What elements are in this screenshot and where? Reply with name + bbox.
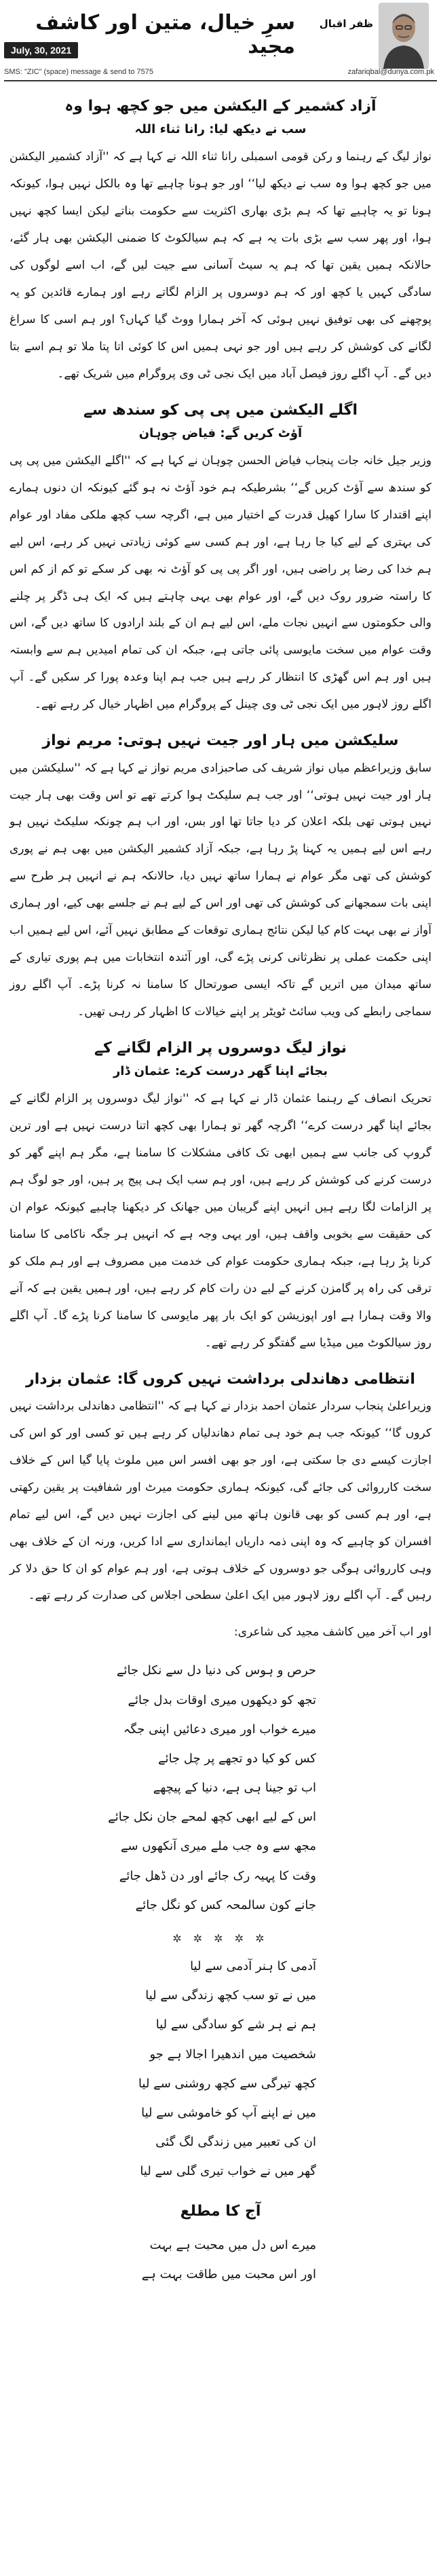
author-email[interactable]: zafariqbal@dunya.com.pk [347,68,434,76]
verse-line: شخصیت میں اندھیرا اجالا ہے جو [149,2047,316,2062]
verse-line: کچھ تیرگی سے کچھ روشنی سے لیا [138,2076,316,2091]
section-5 [9,1367,432,1610]
section-subheading: بجائے اپنا گھر درست کرے: عثمان ڈار [113,1064,328,1079]
sms-line: SMS: "ZIC" (space) message & send to 7575 [4,68,153,76]
verse-line: میں نے تو سب کچھ زندگی سے لیا [145,1988,316,2003]
verse-line: وقت کا پہیہ رک جائے اور دن ڈھل جائے [119,1868,316,1883]
section-heading: اگلے الیکشن میں پی پی کو سندھ سے [83,401,358,419]
poetry-section [9,1619,432,2289]
verse-line: اس کے لیے ابھی کچھ لمحے جان نکل جائے [108,1810,316,1825]
section-paragraph: نواز لیگ کے رہنما و رکن قومی اسمبلی رانا ثناء اللہ نے کہا ہے کہ ''آزاد کشمیر الیکشن میں جو کچھ ہوا وہ سب نے دیکھ لیا‘‘ اور جو ہونا چاہیے تھا وہ بالکل نہیں ہوا، کیونکہ ہونا تو یہ چاہیے تھا کہ ہم بڑی بھاری اکثریت سے حکومت بناتے لیکن ایسا کچھ نہیں ہوا، اور پھر سب سے بڑی بات یہ ہے کہ ہم سیالکوٹ کا ضمنی الیکشن بھی ہار گئے، حالانکہ ہمیں یقین تھا کہ ہم یہ سیٹ آسانی سے جیت لیں گے، اب اسے لوگوں کی سادگی کہیں یا کچھ اور کہ ہم دوسروں پر الزام لگاتے رہے اور ہمارے قائدین کو یہ پوچھنے کی بھی توفیق نہیں ہوئی کہ آخر ہمارا ووٹ گیا کہاں؟ اور ہم اسی کا سراغ لگانے کی کوشش کر رہے ہیں اور جو نہی ہمیں اس کا کوئی اتا پتا ملا تو ہم اسے بتا دیں گے۔ آپ اگلے روز فیصل آباد میں ایک نجی ٹی وی پروگرام میں شریک تھے۔ [9,150,432,381]
author-portrait-icon [379,3,428,69]
verse-line: کس کو کیا دو تجھے پر چل جائے [158,1751,316,1766]
section-heading: سلیکشن میں ہار اور جیت نہیں ہوتی: مریم نواز [42,732,399,750]
verse-line: آدمی کا ہنر آدمی سے لیا [190,1959,316,1974]
section-4 [9,1036,432,1357]
verse-line: حرص و ہوس کی دنیا دل سے نکل جائے [116,1663,316,1678]
final-couplet [9,2231,432,2289]
verse-line: گھر میں نے خواب تیری گلی سے لیا [140,2164,316,2179]
section-1 [9,94,432,388]
section-subheading: سب نے دیکھ لیا: رانا ثناء اللہ [134,122,307,137]
section-heading: انتظامی دھاندلی برداشت نہیں کروں گا: عثمان بزدار [26,1370,415,1388]
section-paragraph: تحریک انصاف کے رہنما عثمان ڈار نے کہا ہے کہ ''نواز لیگ دوسروں پر الزام لگانے کے بجائے اپنا گھر درست کرے‘‘ اگرچہ گھر تو ہمارا بھی کچھ اتنا درست نہیں ہے اور ترین گروپ کی جانب سے ہمیں ابھی تک کافی مشکلات کا سامنا ہے، مگر ہم اپنے گھر کو درست کرنے کی کوشش کر رہے ہیں، اور ہم سب ایک ہی پیج پر ہیں، اور جو لوگ ہم پر الزامات لگا رہے ہیں انہیں اپنے گریبان میں جھانک کر دیکھنا چاہیے کیونکہ عوام ان کی حقیقت سے بخوبی واقف ہیں، اور یہی وجہ ہے کہ انہیں ہر جگہ ناکامی کا سامنا کرنا پڑ رہا ہے، جبکہ ہماری حکومت عوام کی خدمت میں مصروف ہے اور ہم ملک کو ترقی کی راہ پر گامزن کرنے کے لیے دن رات کام کر رہے ہیں، اور ہمیں یقین ہے کہ آنے والا وقت ہمارا ہے اور اپوزیشن کو ایک بار پھر مایوسی کا سامنا کرنا پڑے گا۔ آپ اگلے روز سیالکوٹ میں میڈیا سے گفتگو کر رہے تھے۔ [9,1092,432,1350]
poetry-stanza-1 [9,1656,432,1920]
column-header [0,0,441,80]
date-badge: July, 30, 2021 [4,42,78,58]
section-paragraph: وزیر جیل خانہ جات پنجاب فیاض الحسن چوہان نے کہا ہے کہ ''اگلے الیکشن میں پی پی کو سندھ سے آؤٹ کریں گے‘‘ بشرطیکہ ہم خود آؤٹ نہ ہو گئے کیونکہ ان دنوں ہمارے اپنے اقتدار کا سارا کھیل قدرت کے اختیار میں ہے، اگرچہ سب کچھ ملکی مفاد اور عوام کی بہتری کے لیے کیا جا رہا ہے، اور ہم کسی سے کوئی زیادتی نہیں کر رہے، اس لیے ہم خدا کی رضا پر راضی ہیں، اور اگر پی پی کو آؤٹ نہ بھی کر سکے تو کم از کم اس کا راستہ ضرور روک دیں گے، اور عوام بھی یہی چاہتے ہیں کہ ایک ہی ڈگر پر چلنے والی حکومتوں سے انہیں نجات ملے، اس لیے ہم ان کے بلند ارادوں کا ساتھ دیں گے، اس وقت عوام میں سخت مایوسی پائی جاتی ہے، جبکہ ان کی تمام امیدیں ہم سے وابستہ ہیں اور ہم اس گھڑی کا انتظار کر رہے ہیں جب ہم اپنا وعدہ پورا کر سکیں گے۔ آپ اگلے روز لاہور میں ایک نجی ٹی وی چینل کے پروگرام میں اظہار خیال کر رہے تھے۔ [9,453,432,712]
verse-line: ہم نے ہر شے کو سادگی سے لیا [155,2018,316,2032]
section-heading: آزاد کشمیر کے الیکشن میں جو کچھ ہوا وہ [64,98,377,115]
verse-line: میرے اس دل میں محبت ہے بہت [149,2237,316,2252]
column-body [0,81,441,2289]
author-photo [379,3,429,69]
stanza-divider: ✲ ✲ ✲ ✲ ✲ [172,1932,269,1946]
verse-line: ان کی تعبیر میں زندگی لگ گئی [155,2135,316,2150]
final-couplet-heading: آج کا مطلع [180,2202,261,2220]
section-paragraph: سابق وزیراعظم میاں نواز شریف کی صاحبزادی مریم نواز نے کہا ہے کہ ''سلیکشن میں ہار اور جیت نہیں ہوتی‘‘ اور جب ہم سلیکٹ ہوا کرتے تھے تو اس وقت بھی ہار جیت نہیں ہوتی تھی بلکہ اعلان کر دیا جاتا تھا اور بس، اور اب ہم چونکہ سلیکٹ نہیں ہو رہے اس لیے ہمیں یہ کہنا پڑ رہا ہے، جبکہ آزاد کشمیر الیکشن میں بھی ہم نے پوری کوشش کی تھی مگر عوام نے ہمارا ساتھ نہیں دیا، حالانکہ ہم نے انہیں ہر طرح سے اپنی بات سمجھانے کی کوشش کی تھی اور اس کے لیے ہم نے جلسے بھی کیے، اور ہماری آواز نے بھی بہت کام کیا لیکن نتائج ہماری توقعات کے مطابق نہیں آئے، اس لیے ہمیں اب اپنی حکمت عملی پر نظرثانی کرنی پڑے گی، اور آئندہ انتخابات میں ہم پوری تیاری کے ساتھ میدان میں اتریں گے تاکہ ایسی صورتحال کا سامنا نہ کرنا پڑے۔ آپ اگلے روز سماجی رابطے کی ویب سائٹ ٹویٹر پر اپنے خیالات کا اظہار کر رہی تھیں۔ [9,761,432,1019]
poetry-intro: اور اب آخر میں کاشف مجید کی شاعری: [234,1625,432,1640]
section-3 [9,728,432,1026]
section-heading: نواز لیگ دوسروں پر الزام لگانے کے [94,1039,347,1057]
verse-line: اب تو جینا ہی ہے، دنیا کے پیچھے [153,1781,316,1796]
verse-line: اور اس محبت میں طاقت بہت ہے [141,2267,316,2282]
author-name: ظفر اقبال [319,18,373,30]
section-paragraph: وزیراعلیٰ پنجاب سردار عثمان احمد بزدار نے کہا ہے کہ ''انتظامی دھاندلی برداشت نہیں کروں گا‘‘ کیونکہ جب ہم خود ہی تمام دھاندلیاں کر رہے ہیں تو کسی اور کو اس کی اجازت کیسے دی جا سکتی ہے، اور جو بھی افسر اس میں ملوث پایا گیا اس کے خلاف سخت کارروائی کی جائے گی، کیونکہ ہماری حکومت میرٹ اور شفافیت پر یقین رکھتی ہے، اور ہم کسی کو بھی قانون ہاتھ میں لینے کی اجازت نہیں دیں گے، اس لیے تمام افسران کو چاہیے کہ وہ اپنی ذمہ داریاں ایمانداری سے ادا کریں، ورنہ ان کے خلاف بھی وہی کارروائی ہوگی جو دوسروں کے خلاف ہوتی ہے، اور ہم عوام کو ان کا حق دلا کر رہیں گے۔ آپ اگلے روز لاہور میں ایک اعلیٰ سطحی اجلاس کی صدارت کر رہے تھے۔ [9,1399,432,1603]
section-2 [9,398,432,719]
verse-line: میرے خواب اور میری دعائیں اپنی جگہ [123,1722,316,1737]
verse-line: مجھ سے وہ جب ملے میری آنکھوں سے [121,1839,316,1854]
verse-line: تجھ کو دیکھوں میری اوقات بدل جائے [128,1692,316,1707]
verse-line: جانے کون سالمحہ کس کو نگل جائے [135,1897,316,1912]
verse-line: میں نے اپنے آپ کو خاموشی سے لیا [141,2105,316,2120]
section-subheading: آؤٹ کریں گے: فیاض چوہان [138,426,303,441]
column-title: سرِ خیال، متین اور کاشف مجید [35,11,295,58]
poetry-stanza-2 [9,1952,432,2186]
